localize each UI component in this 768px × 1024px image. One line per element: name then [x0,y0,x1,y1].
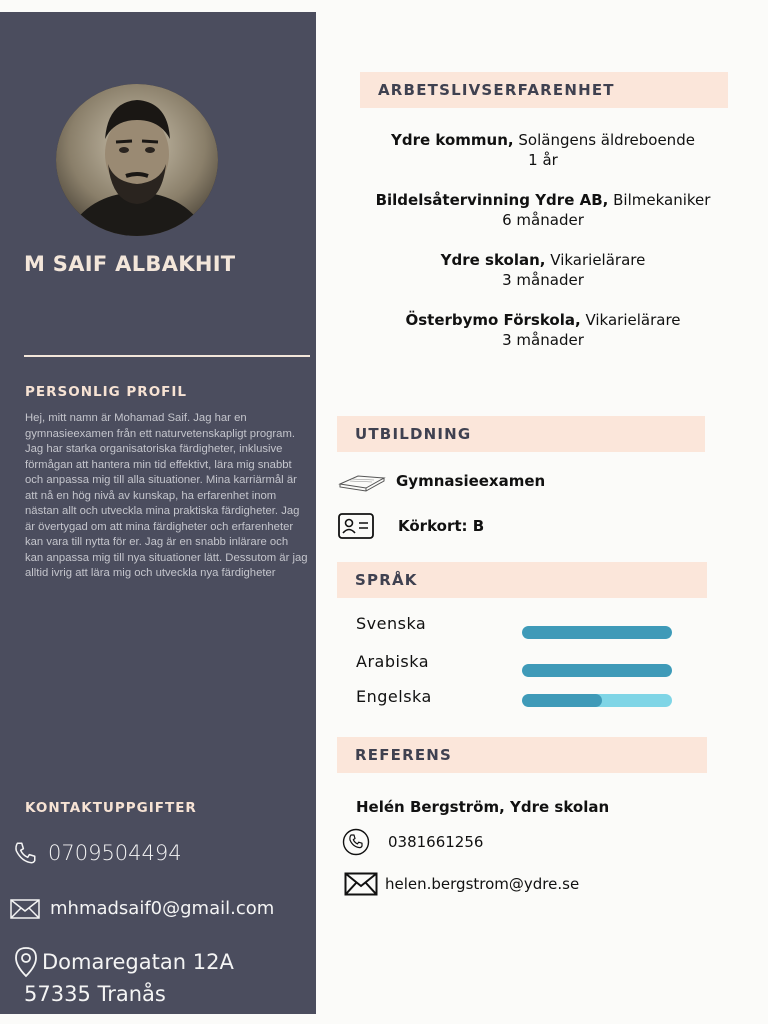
experience-role: Vikarielärare [550,251,646,269]
experience-heading: ARBETSLIVSERFARENHET [360,72,728,108]
education-heading: UTBILDNING [337,416,705,452]
language-name: Svenska [356,614,427,633]
experience-employer: Ydre skolan, [440,251,546,269]
sidebar [0,12,316,1014]
language-name: Arabiska [356,652,430,671]
contact-email[interactable] [10,898,274,919]
id-card-icon [338,512,376,540]
education-label: Körkort: B [398,517,485,535]
contact-heading: KONTAKTUPPGIFTER [25,800,197,816]
reference-email[interactable] [344,872,579,896]
profile-photo [56,84,218,236]
mail-icon [10,899,40,919]
reference-name: Helén Bergström, Ydre skolan [356,798,610,816]
experience-duration: 3 månader [502,271,584,289]
language-heading: SPRÅK [337,562,707,598]
address-line1: Domaregatan 12A [42,950,234,974]
address-line2: 57335 Tranås [24,982,166,1006]
experience-item [336,310,750,350]
reference-email-value: helen.bergstrom@ydre.se [385,875,580,893]
experience-employer: Ydre kommun, [391,131,514,149]
experience-item [336,250,750,290]
phone-circle-icon [342,828,370,856]
language-name: Engelska [356,687,432,706]
profile-heading: PERSONLIG PROFIL [25,384,188,400]
experience-duration: 6 månader [502,211,584,229]
open-book-icon [338,468,386,494]
experience-duration: 3 månader [502,331,584,349]
contact-phone-value: 0709504494 [48,841,182,865]
experience-role: Bilmekaniker [613,191,711,209]
experience-item [336,190,750,230]
experience-employer: Bildelsåtervinning Ydre AB, [375,191,609,209]
language-level-fill [522,694,602,707]
education-label: Gymnasieexamen [396,472,546,490]
person-name: M SAIF ALBAKHIT [24,252,236,276]
reference-heading: REFERENS [337,737,707,773]
language-level-fill [522,664,672,677]
reference-phone[interactable] [342,828,483,856]
language-level-bar [522,626,672,639]
phone-icon [12,840,38,866]
location-pin-icon [14,946,38,978]
reference-phone-value: 0381661256 [388,833,484,851]
experience-role: Solängens äldreboende [518,131,695,149]
experience-role: Vikarielärare [585,311,681,329]
experience-employer: Österbymo Förskola, [405,311,581,329]
language-level-bar [522,664,672,677]
experience-item [336,130,750,170]
portrait-image [56,84,218,236]
experience-duration: 1 år [528,151,558,169]
contact-address [14,946,234,1006]
contact-email-value: mhmadsaif0@gmail.com [50,898,275,919]
language-level-bar [522,694,672,707]
education-item [338,512,484,540]
profile-text: Hej, mitt namn är Mohamad Saif. Jag har en gymnasieexamen från ett naturvetenskapligt program. Jag har starka organisatoriska färdigheter, inklusive förmågan att hantera min tid effektivt, lära mig snabbt och anpassa mig till alla situationer. Mina karriärmål är att nå en hög nivå av kunskap, ha erfarenhet inom nästan allt och utveckla mina praktiska färdigheter. Jag är övertygad om att mina färdigheter och erfarenheter kan vara till nytta för er. Jag är en snabb inlärare och kan anpassa mig till nya situationer lätt. Dessutom är jag alltid ivrig att lära mig och utveckla nya färdigheter [25,412,308,579]
language-level-fill [522,626,672,639]
sidebar-divider [24,355,310,357]
education-item [338,468,545,494]
mail-icon [344,872,378,896]
contact-phone[interactable] [12,840,182,866]
